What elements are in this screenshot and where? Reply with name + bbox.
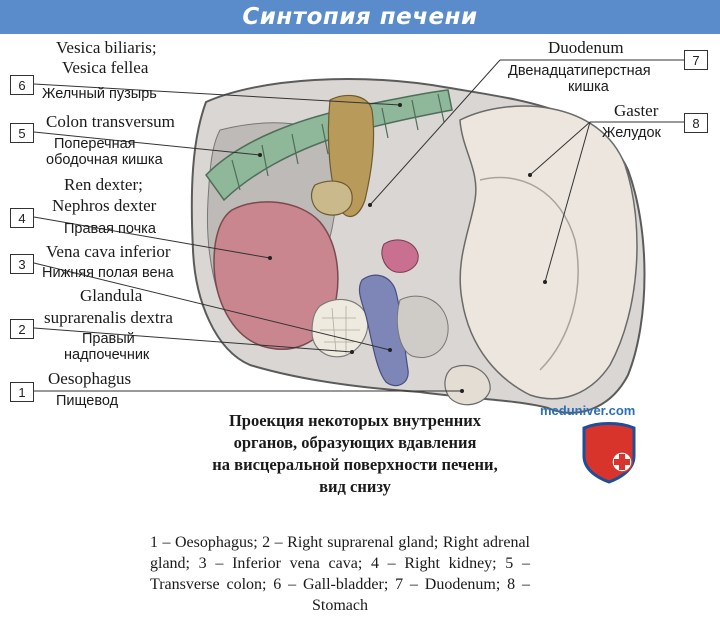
label-duodenum-ru-1: Двенадцатиперстная bbox=[508, 63, 651, 79]
label-vena-cava-ru: Нижняя полая вена bbox=[42, 265, 174, 281]
porta-vessels bbox=[382, 240, 418, 272]
page-title: Синтопия печени bbox=[242, 4, 478, 30]
label-colon-transversum: Colon transversum bbox=[46, 112, 175, 131]
label-gallbladder-ru: Желчный пузырь bbox=[42, 86, 157, 102]
label-colon-ru-2: ободочная кишка bbox=[46, 152, 163, 168]
label-gaster-ru: Желудок bbox=[602, 125, 661, 141]
number-box-6: 6 bbox=[10, 75, 34, 95]
number-box-7: 7 bbox=[684, 50, 708, 70]
label-adrenal-ru-2: надпочечник bbox=[64, 347, 150, 363]
number-box-4: 4 bbox=[10, 208, 34, 228]
label-colon-ru-1: Поперечная bbox=[54, 136, 136, 152]
number-box-5: 5 bbox=[10, 123, 34, 143]
number-box-8: 8 bbox=[684, 113, 708, 133]
label-kidney-ru: Правая почка bbox=[64, 221, 156, 237]
label-vesica-fellea: Vesica fellea bbox=[62, 58, 149, 77]
figure-legend: 1 – Oesophagus; 2 – Right suprarenal gland; Right adrenal gland; 3 – Inferior vena cava; 4 – Right kidney; 5 – Transverse colon; 6 – Gall-bladder; 7 – Duodenum; 8 – Stomach bbox=[150, 534, 530, 614]
label-adrenal-ru-1: Правый bbox=[82, 331, 135, 347]
label-duodenum: Duodenum bbox=[548, 38, 624, 57]
caption-line: Проекция некоторых внутренних bbox=[228, 411, 482, 430]
site-watermark: meduniver.com bbox=[540, 403, 636, 418]
caption-line: органов, образующих вдавления bbox=[233, 433, 477, 452]
figure-caption bbox=[160, 410, 550, 498]
label-glandula: Glandula bbox=[80, 286, 143, 305]
label-vena-cava: Vena cava inferior bbox=[46, 242, 171, 261]
number-box-1: 1 bbox=[10, 382, 34, 402]
number-box-2: 2 bbox=[10, 319, 34, 339]
label-suprarenalis: suprarenalis dextra bbox=[44, 308, 173, 327]
label-oesophagus: Oesophagus bbox=[48, 369, 132, 388]
label-duodenum-ru-2: кишка bbox=[568, 79, 609, 95]
stomach-shape bbox=[460, 106, 637, 399]
caption-line: на висцеральной поверхности печени, bbox=[212, 455, 498, 474]
label-gaster: Gaster bbox=[614, 101, 659, 120]
label-ren-dexter: Ren dexter; bbox=[64, 175, 143, 194]
label-oesophagus-ru: Пищевод bbox=[56, 393, 119, 409]
label-vesica-biliaris: Vesica biliaris; bbox=[56, 38, 157, 57]
caption-line: вид снизу bbox=[319, 477, 391, 496]
duodenum-shape bbox=[312, 181, 353, 215]
label-nephros-dexter: Nephros dexter bbox=[52, 196, 157, 215]
site-logo-shield bbox=[584, 424, 634, 483]
number-box-3: 3 bbox=[10, 254, 34, 274]
